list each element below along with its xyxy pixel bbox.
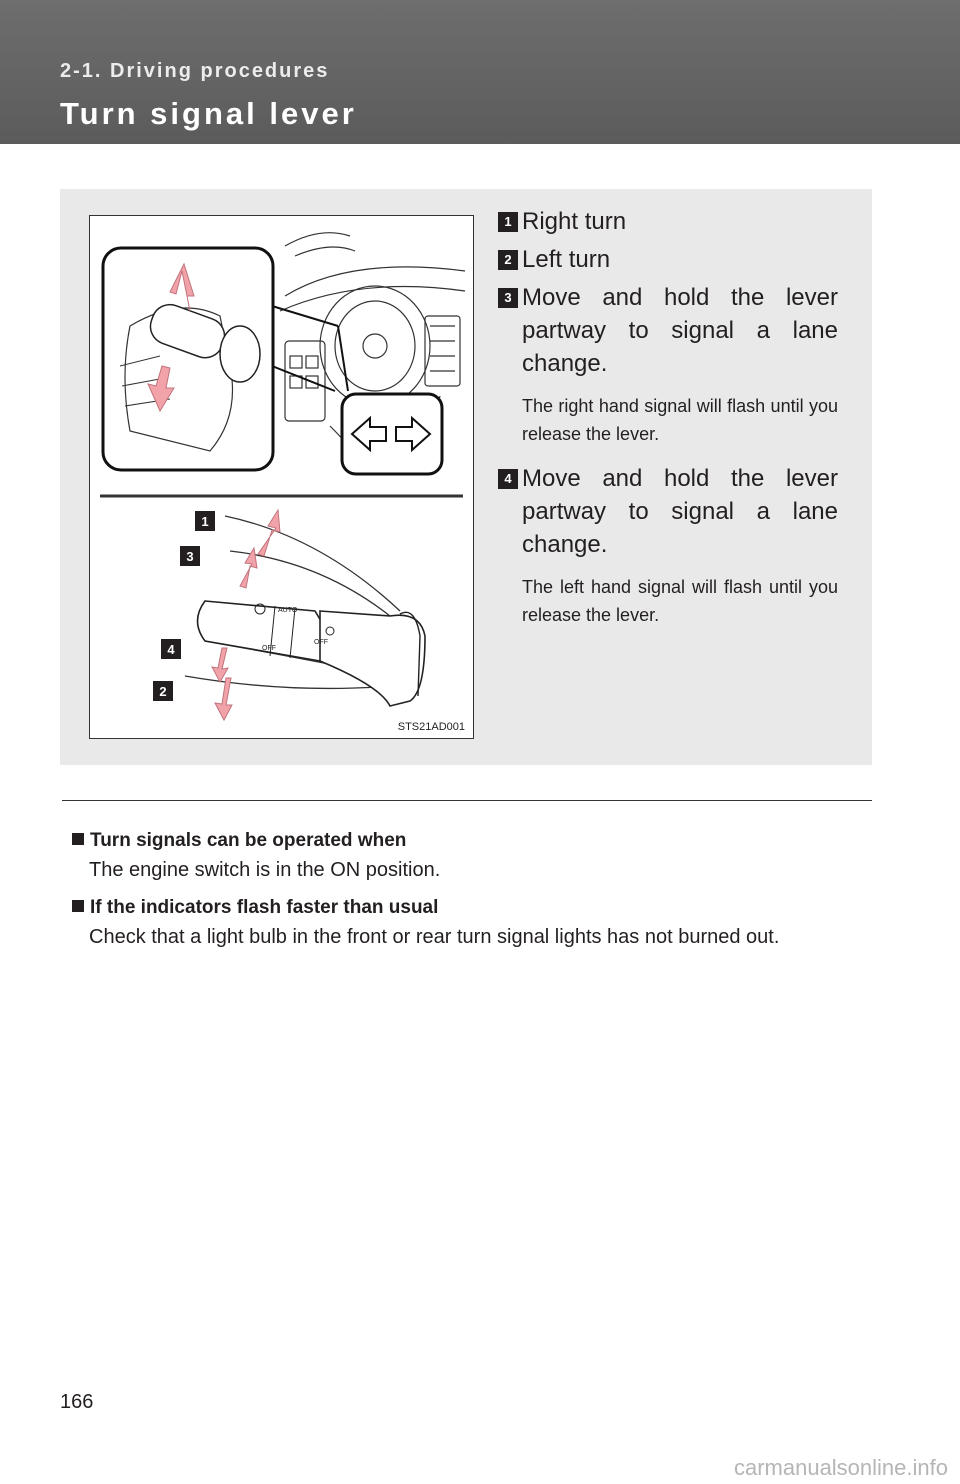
legend-text: Move and hold the lever partway to signal a lane change. [522, 465, 838, 558]
note-body: Check that a light bulb in the front or rear turn signal lights has not burned out. [89, 926, 780, 948]
legend-note: The left hand signal will flash until you release the lever. [522, 577, 838, 625]
square-bullet-icon [72, 833, 84, 845]
zoom-inset-hand [103, 248, 273, 470]
legend-list [498, 205, 838, 643]
legend-number: 4 [498, 469, 518, 489]
section-heading: 2-1. Driving procedures [60, 60, 330, 82]
svg-text:4: 4 [167, 642, 175, 657]
legend-item-3 [498, 281, 838, 380]
turn-signal-illustration [89, 215, 474, 739]
callout-4 [161, 639, 181, 659]
page-number: 166 [60, 1391, 94, 1413]
note-heading: If the indicators flash faster than usual [72, 893, 862, 923]
legend-item-2 [498, 243, 838, 276]
legend-text: Move and hold the lever partway to signal a lane change. [522, 284, 838, 377]
switch-label-off: OFF [314, 639, 328, 646]
watermark: carmanualsonline.info [733, 1455, 948, 1480]
figure-code: STS21AD001 [397, 721, 465, 733]
legend-number: 2 [498, 250, 518, 270]
svg-text:3: 3 [186, 549, 194, 564]
notes-section [72, 826, 862, 960]
callout-2 [153, 681, 173, 701]
legend-text: Left turn [522, 246, 611, 273]
svg-text:1: 1 [201, 514, 209, 529]
legend-text: Right turn [522, 208, 627, 235]
indicator-inset [342, 394, 442, 474]
lever-drawing [198, 601, 426, 706]
switch-label-off: OFF [262, 645, 276, 652]
legend-number: 3 [498, 288, 518, 308]
legend-item-4 [498, 462, 838, 561]
legend-number: 1 [498, 212, 518, 232]
switch-label-auto: AUTO [278, 607, 298, 614]
callout-3 [180, 546, 200, 566]
svg-text:2: 2 [159, 684, 167, 699]
page-header [0, 0, 960, 144]
page-title: Turn signal lever [60, 96, 357, 131]
note-heading: Turn signals can be operated when [72, 826, 862, 856]
callout-1 [195, 511, 215, 531]
note-body: The engine switch is in the ON position. [89, 859, 441, 881]
square-bullet-icon [72, 900, 84, 912]
legend-item-1 [498, 205, 838, 238]
legend-note: The right hand signal will flash until you release the lever. [522, 396, 838, 444]
section-divider [62, 800, 872, 801]
